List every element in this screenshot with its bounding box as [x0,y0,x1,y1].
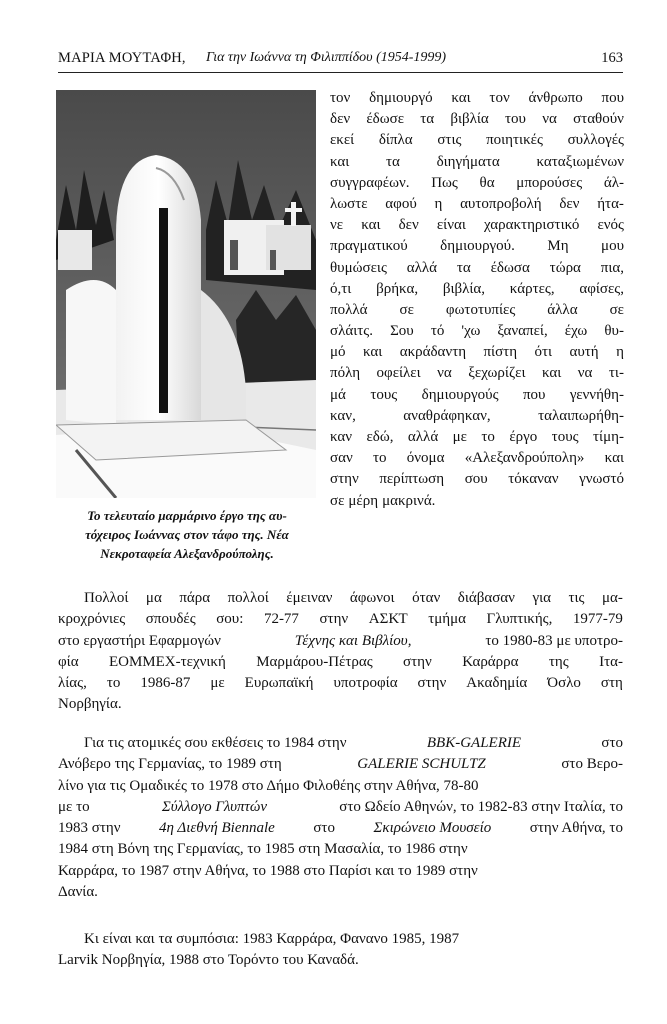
column-line [330,342,624,363]
word: υποτροφία [333,675,398,692]
word: της [548,653,569,670]
word: σλάιτς. [330,323,373,340]
word: θυμώσεις [330,259,387,276]
word: σου [464,471,488,488]
word: δεν [559,195,580,212]
word: όνομα [406,450,445,467]
word: μό [330,344,346,361]
word: άλ- [603,174,624,191]
text-run: στο [313,820,335,837]
paragraph-line [58,652,623,673]
text-run: στο [601,735,623,751]
paragraph-line [58,776,623,797]
text-run: 1983 στην [58,820,121,837]
word: έδωσε [366,111,404,128]
photo-caption [56,506,318,563]
word: περίπτωση [379,471,445,488]
word: σπουδές [145,611,196,628]
word: πίστη [483,344,518,361]
word: δεν [330,111,351,128]
text-run: Κι είναι και τα συμπόσια: 1983 Καρράρα, Φανανο 1985, 1987 [84,931,460,947]
text-run: 1984 στη Βόνη της Γερμανίας, το 1985 στη Μασαλία, το 1986 στην [58,841,468,858]
word: αναθράφηκαν, [403,407,491,424]
word: οφείλει [376,365,421,382]
word: άνθρωπο [528,90,583,106]
word: 1986-87 [140,675,191,692]
word: χαρακτηριστικό [483,217,580,234]
word: τους [370,386,398,403]
header-rule [58,72,623,73]
word: τον [489,90,510,106]
word: στην [319,611,349,628]
word: στην [403,653,432,670]
word: ποιητικές [486,132,543,149]
word: στις [437,132,462,149]
word: στην [330,471,359,488]
paragraph-line [58,797,623,818]
word: βιβλία [450,111,489,128]
word: για [532,590,551,606]
word: κάρτες, [509,280,555,297]
word: σαν [330,450,353,467]
text-run: Για τις ατομικές σου εκθέσεις το 1984 στην [84,735,347,751]
word: το [106,675,121,692]
word: του [505,111,526,128]
column-line [330,427,624,448]
header-article-title: Για την Ιωάννα τη Φιλιππίδου (1954-1999) [206,50,447,65]
word: ταλαιπωρήθη- [538,407,624,424]
word: Ευρωπαϊκή [244,675,314,692]
paragraph-line [58,861,623,882]
word: αλλά [406,259,438,276]
paragraph-line [58,882,623,903]
word: και [451,90,471,106]
word: δημιουργούς [421,386,499,403]
column-line [330,194,624,215]
paragraph-line [58,631,623,652]
word: 'χω [461,323,481,340]
word: στη [600,675,623,692]
word: πολλά [330,301,368,318]
word: και [362,344,383,361]
word: αυτή [569,344,599,361]
word: μα [145,590,162,606]
word: έδωσα [490,259,530,276]
column-line [330,363,624,384]
text-run: στην Αθήνα, το [529,820,623,837]
word: άφωνοι [349,590,395,606]
word: αυτοπροβολή [460,195,542,212]
page-number: 163 [601,50,623,66]
word: Μη [547,238,569,255]
text-run: Καρράρα, το 1987 στην Αθήνα, το 1988 στο Παρίσι και το 1989 στην [58,862,478,879]
word: μέρη [348,492,379,509]
word: Όσλο [547,675,581,692]
word: τον [330,90,351,106]
text-run: στο Ωδείο Αθηνών, το 1982-83 στην Ιταλία, το [339,798,623,815]
word: μου [601,238,624,255]
word: δημιουργό [369,90,433,106]
photo-illustration [56,90,316,498]
word: διηγήματα [436,153,500,170]
word: Ιτα- [599,653,623,670]
word: έμειναν [286,590,333,606]
word: τα [420,111,435,128]
caption-line: Το τελευταίο μαρμάρινο έργο της αυ- [87,508,287,523]
word: 72-77 [263,611,299,628]
column-line [330,109,624,130]
paragraph-exhibitions [58,733,623,903]
word: Νορβηγία. [58,696,122,713]
word: γεννήθη- [569,386,624,403]
word: καταξιωμένων [536,153,624,170]
word: η [616,344,624,361]
paragraph-line [58,818,623,839]
word: μακρινά. [382,492,436,509]
column-line [330,215,624,236]
word: έχω [564,323,588,340]
column-line [330,258,624,279]
word: σε [609,301,624,318]
word: Γλυπτικής, [486,611,553,628]
column-line [330,300,624,321]
word: εκεί [330,132,355,149]
word: τα [456,259,471,276]
word: εδώ, [366,429,394,445]
word: τόκαναν [508,471,559,488]
word: ήτα- [597,195,624,212]
word: και [541,365,562,382]
word: φωτοτυπίες [445,301,516,318]
column-line [330,469,624,490]
word: να [577,365,593,382]
text-run: στο εργαστήρι Εφαρμογών [58,632,221,649]
word: που [601,90,624,106]
word: ό,τι [330,280,352,297]
word: στην [417,675,447,692]
word: όταν [412,590,441,606]
text-run-italic: GALERIE SCHULTZ [357,756,486,773]
word: και [361,217,381,234]
word: και [604,450,624,467]
word: με [210,675,225,692]
text-run: Larvik Νορβηγία, 1988 στο Τορόντο του Καναδά. [58,952,359,969]
word: ΑΣΚΤ [368,611,408,628]
column-line [330,279,624,300]
caption-line: Νεκροταφεία Αλεξανδρούπολης. [100,546,274,561]
word: τις [568,590,585,606]
word: μπορούσες [516,174,583,191]
text-run-italic: Σύλλογο Γλυπτών [161,798,267,815]
text-run: στο Βερο- [561,756,623,773]
word: να [542,111,557,128]
word: δίπλα [378,132,413,149]
column-line [330,321,624,342]
word: ότι [534,344,553,361]
paragraph-line [58,929,623,950]
column-line [330,406,624,427]
paragraph-studies [58,588,623,716]
paragraph-line [58,839,623,860]
caption-line: τόχειρος Ιωάννας στον τάφο της. Νέα [85,527,289,542]
word: πάρα [179,590,211,606]
word: γνωστό [579,471,624,488]
word: Σου [390,323,414,340]
word: θυ- [604,323,624,340]
word: αλλά [407,429,439,445]
word: βιβλία, [442,280,486,297]
text-run-italic: Τέχνης και Βιβλίου, [294,632,412,649]
word: καν, [330,407,356,424]
word: νε [330,217,344,234]
column-line [330,491,624,512]
column-text [330,88,624,512]
word: λωστε [330,195,368,212]
word: τό [430,323,445,340]
paragraph-line [58,733,623,754]
word: ξαναπεί, [497,323,548,340]
word: άλλα [547,301,578,318]
column-line [330,448,624,469]
column-line [330,385,624,406]
word: σε [330,492,345,509]
paragraph-symposia [58,929,623,972]
paragraph-line [58,609,623,630]
word: μα- [602,590,623,606]
text-run: το 1980-83 με υποτρο- [485,632,623,649]
text-run: με το [58,798,90,815]
word: μά [330,386,346,403]
word: που [522,386,546,403]
text-run-italic: Σκιρώνειο Μουσείο [373,820,492,837]
word: λίας, [58,675,87,692]
paragraph-line [58,754,623,775]
paragraph-line [58,694,623,715]
text-run: λίνο για τις Ομαδικές το 1978 στο Δήμο Φιλοθέης στην Αθήνα, 78-80 [58,777,479,794]
word: Πολλοί [84,590,129,606]
word: ενός [597,217,624,234]
word: πόλη [330,365,361,382]
word: κροχρόνιες [58,611,126,628]
word: ΕΟΜΜΕΧ-τεχνική [108,653,226,670]
paragraph-line [58,673,623,694]
word: τίμη- [593,429,624,445]
paragraph-line [58,588,623,609]
word: τμήμα [428,611,467,628]
word: συγγραφέων. [330,174,410,191]
word: Ακαδημία [466,675,528,692]
word: Πως [431,174,458,191]
column-line [330,173,624,194]
text-run: Δανία. [58,884,98,901]
word: τους [551,429,579,445]
word: ακράδαντη [399,344,467,361]
word: Μαρμάρου-Πέτρας [256,653,373,670]
column-line [330,236,624,257]
word: συλλογές [567,132,624,149]
word: διάβασαν [457,590,515,606]
word: έργο [509,429,538,445]
column-line [330,88,624,109]
word: με [452,429,467,445]
word: τι- [608,365,624,382]
word: να [437,365,452,382]
word: τα [386,153,400,170]
paragraph-line [58,950,623,971]
photo-marble-tomb [56,90,316,498]
word: είναι [436,217,466,234]
word: Καράρρα [462,653,519,670]
column-line [330,130,624,151]
running-header [58,50,623,72]
word: δημιουργού. [440,238,515,255]
word: σε [399,301,414,318]
word: πολλοί [227,590,269,606]
word: φία [58,653,79,670]
word: θα [479,174,495,191]
word: σταθούν [573,111,624,128]
word: τώρα [549,259,581,276]
word: 1977-79 [572,611,623,628]
word: πια, [600,259,624,276]
text-run-italic: BBK-GALERIE [426,735,522,751]
column-line [330,152,624,173]
word: καν [330,429,353,445]
word: βρήκα, [376,280,419,297]
word: αφού [385,195,417,212]
word: η [434,195,443,212]
word: «Αλεξανδρούπολη» [464,450,585,467]
word: αφίσες, [579,280,624,297]
word: και [330,153,350,170]
word: δεν [398,217,419,234]
word: ξεχωρίζει [468,365,526,382]
word: πραγματικού [330,238,408,255]
header-author: ΜΑΡΙΑ ΜΟΥΤΑΦΗ, [58,50,186,66]
word: το [481,429,495,445]
word: σου: [216,611,244,628]
text-run: Ανόβερο της Γερμανίας, το 1989 στη [58,756,282,773]
text-run-italic: 4η Διεθνή Biennale [159,820,275,837]
word: το [372,450,387,467]
